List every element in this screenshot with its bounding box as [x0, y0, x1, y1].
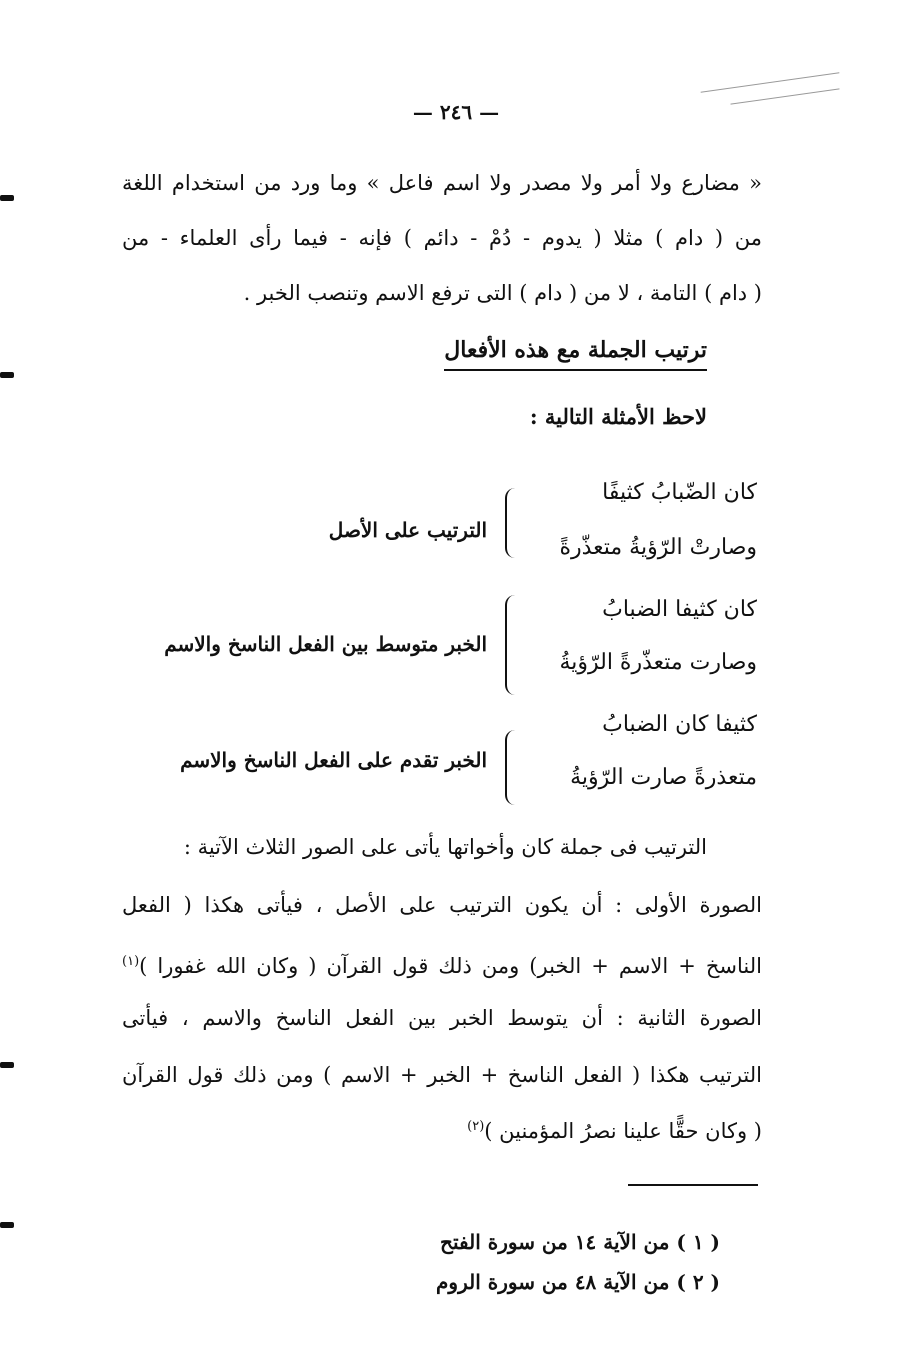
paragraph-line: من ( دام ) مثلا ( يدوم - دُمْ - دائم ) فإنه - فيما رأى العلماء - من: [122, 226, 762, 250]
example-sentence: متعذرةً صارت الرّؤيةُ: [570, 765, 757, 790]
footnote: ( ١ ) من الآية ١٤ من سورة الفتح: [440, 1230, 720, 1254]
order-note: الخبر تقدم على الفعل الناسخ والاسم: [180, 748, 487, 772]
footnote: ( ٢ ) من الآية ٤٨ من سورة الروم: [436, 1270, 720, 1294]
example-sentence: وصارت متعذّرةً الرّؤيةُ: [559, 650, 757, 675]
section-heading: ترتيب الجملة مع هذه الأفعال: [444, 334, 707, 371]
paragraph-line: [122, 1112, 762, 1146]
paragraph-line: ( دام ) التامة ، لا من ( دام ) التى ترفع الاسم وتنصب الخبر .: [243, 281, 762, 305]
order-note: الترتيب على الأصل: [328, 518, 487, 542]
paragraph-line: الترتيب هكذا ( الفعل الناسخ + الخبر + الاسم ) ومن ذلك قول القرآن: [122, 1063, 762, 1087]
margin-mark: [0, 1062, 14, 1068]
footnote-ref: (٢): [467, 1119, 485, 1134]
page-number: — ٢٤٦ —: [412, 100, 500, 124]
margin-mark: [0, 195, 14, 201]
footnote-ref: (١): [122, 954, 140, 969]
examples-intro: لاحظ الأمثلة التالية :: [529, 404, 707, 429]
example-sentence: وصارتْ الرّؤيةُ متعذّرةً: [559, 535, 757, 560]
order-note: الخبر متوسط بين الفعل الناسخ والاسم: [164, 632, 487, 656]
example-sentence: كثيفا كان الضبابُ: [602, 712, 757, 737]
paragraph-line: الصورة الثانية : أن يتوسط الخبر بين الفعل الناسخ والاسم ، فيأتى: [122, 1006, 762, 1030]
margin-scribble: [701, 72, 840, 92]
example-sentence: كان الضّبابُ كثيفًا: [602, 480, 757, 505]
footnote-separator: [628, 1184, 758, 1186]
grouping-brace: [505, 730, 517, 805]
grouping-brace: [505, 488, 517, 558]
grouping-brace: [505, 595, 517, 695]
paragraph-text: ( وكان حقًّا علينا نصرُ المؤمنين ): [484, 1119, 762, 1143]
paragraph-line: [122, 947, 762, 981]
example-sentence: كان كثيفا الضبابُ: [602, 597, 757, 622]
paragraph-line: الصورة الأولى : أن يكون الترتيب على الأصل ، فيأتى هكذا ( الفعل: [122, 893, 762, 917]
margin-mark: [0, 372, 14, 378]
paragraph-line: « مضارع ولا أمر ولا مصدر ولا اسم فاعل » وما ورد من استخدام اللغة: [122, 171, 762, 195]
margin-mark: [0, 1222, 14, 1228]
paragraph-text: الناسخ + الاسم + الخبر) ومن ذلك قول القرآن ( وكان الله غفورا ): [139, 954, 762, 978]
paragraph-line: الترتيب فى جملة كان وأخواتها يأتى على الصور الثلاث الآتية :: [183, 835, 707, 859]
